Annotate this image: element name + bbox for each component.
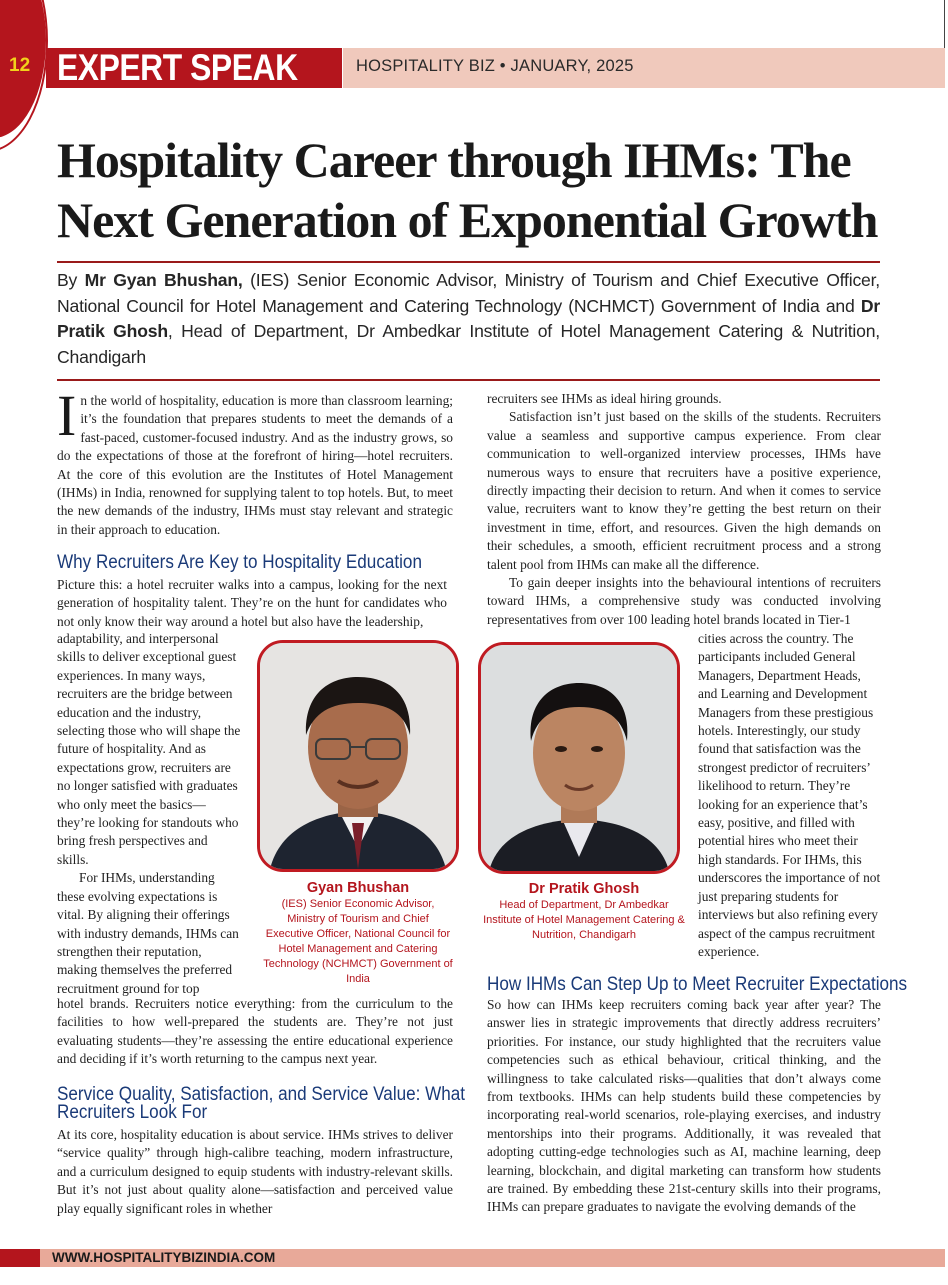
byline-rule <box>57 379 880 381</box>
portrait-gyan-bhushan <box>260 643 456 869</box>
intro-text: n the world of hospitality, education is more than classroom learning; it’s the foundation that prepares students to meet the demands of a fast-paced, customer-focused industry. And as the industry grows, so do the expectations of those at the forefront of hiring—hotel recruiters. At the core of this evolution are the Institutes of Hotel Management (IHMs) in India, renowned for supplying talent to top hotels. But, to meet the new demands of the industry, IHMs must stay relevant and strategic in their approach to education. <box>57 393 453 537</box>
caption-name: Gyan Bhushan <box>306 880 410 896</box>
author2-role: , Head of Department, Dr Ambedkar Institute of Hotel Management Catering & Nutrition, Chandigarh <box>57 321 880 367</box>
author1-name: Mr Gyan Bhushan, <box>84 270 243 290</box>
section2-heading-line2: Recruiters Look For <box>57 1102 208 1123</box>
section1-narrow-column <box>57 630 242 998</box>
article-headline: Hospitality Career through IHMs: The Next Generation of Exponential Growth <box>57 132 878 248</box>
section1-p2-narrow: For IHMs, understanding these evolving expectations is vital. By aligning their offerings with industry demands, IHMs can strengthen their reputation, making themselves the preferred recruitment ground for top <box>57 870 239 996</box>
section-tag: EXPERT SPEAK <box>57 47 298 88</box>
photo-pratik-ghosh <box>478 642 680 874</box>
issue-info: HOSPITALITY BIZ • JANUARY, 2025 <box>356 57 634 75</box>
section1-p1-narrow: adaptability, and interpersonal skills to deliver exceptional guest experiences. In many ways, recruiters are the bridge between education and the industry, selecting those who will shape the future of hospitality. And as expectations grow, recruiters are no longer satisfied with graduates who only meet the basics—they’re looking for standouts who bring fresh perspectives and skills. <box>57 631 241 867</box>
section1-p2-full: hotel brands. Recruiters notice everything: from the curriculum to the facilities to how well-prepared the students are. They’re not just evaluating students—they’re assessing the entire educational experience and deciding if it’s worth returning to the campus next year. <box>57 996 453 1067</box>
section3-heading: How IHMs Can Step Up to Meet Recruiter Expectations <box>487 974 908 995</box>
author1-role: (IES) Senior Economic Advisor, Ministry of Tourism and Chief Executive Officer, National Council for Hotel Management and Catering Technology (NCHMCT) Government of India and <box>57 270 880 316</box>
portrait-pratik-ghosh <box>481 645 677 871</box>
photo-gyan-bhushan <box>257 640 459 872</box>
section2-p1: At its core, hospitality education is about service. IHMs strives to deliver “service quality” through high-calibre teaching, modern infrastructure, and a curriculum designed to equip students with industry-relevant skills. But it’s not just about quality alone—satisfaction and perceived value play equally significant roles in whether <box>57 1127 453 1216</box>
section2-heading-line1: Service Quality, Satisfaction, and Service Value: What <box>57 1084 466 1105</box>
byline-prefix: By <box>57 270 85 290</box>
caption-pratik-ghosh <box>480 880 688 943</box>
section1-p1-full: Picture this: a hotel recruiter walks into a campus, looking for the next generation of hospitality talent. They’re on the hunt for candidates who not only know their way around a hotel but also have the leadership, <box>57 577 447 629</box>
caption-name: Dr Pratik Ghosh <box>528 881 640 897</box>
right-column-top <box>487 390 881 629</box>
article-byline <box>57 268 880 370</box>
footer-website-link[interactable]: WWW.HOSPITALITYBIZINDIA.COM <box>52 1250 276 1265</box>
footer-accent <box>0 1249 40 1267</box>
right-p2-full: To gain deeper insights into the behavioural intentions of recruiters toward IHMs, a comprehensive study was conducted involving representatives from over 100 leading hotel brands located in Tier-1 <box>487 575 881 627</box>
page-top-border <box>46 0 945 48</box>
page-number: 12 <box>9 55 31 76</box>
intro-paragraph <box>57 383 453 539</box>
headline-rule <box>57 261 880 263</box>
caption-role: Head of Department, Dr Ambedkar Institute of Hotel Management Catering & Nutrition, Chandigarh <box>483 899 685 941</box>
right-p2-narrow: cities across the country. The participants included General Managers, Department Heads, and Learning and Development Managers from these prestigious hotels. Interestingly, our study found that satisfaction was the strongest predictor of recruiters’ likelihood to return. They’re looking for an experience that’s easy, positive, and filled with potential hires who meet their high standards. For IHMs, this underscores the importance of not just preparing students for interviews but also refining every aspect of the campus recruitment experience. <box>698 631 881 959</box>
author2-name: Dr Pratik Ghosh <box>57 295 880 342</box>
dropcap: I <box>57 383 77 448</box>
right-p0: recruiters see IHMs as ideal hiring grounds. <box>487 391 722 406</box>
caption-gyan-bhushan <box>262 879 454 987</box>
caption-role: (IES) Senior Economic Advisor, Ministry of Tourism and Chief Executive Officer, National Council for Hotel Management and Catering Technology (NCHMCT) Government of India <box>263 898 453 985</box>
section3-p1: So how can IHMs keep recruiters coming back year after year? The answer lies in strategic improvements that directly address recruiters’ priorities. For instance, our study highlighted that the recruiters value competencies such as ethical behaviour, critical thinking, and the willingness to take calculated risks—qualities that don’t always come from textbooks. IHMs can help students build these competencies by incorporating real-world scenarios, role-playing exercises, and industry mentorships into their programs. Additionally, it was revealed that adopting cutting-edge technologies such as AI, machine learning, deep learning, blockchain, and digital marketing can transform how students are trained. By embedding these 21st-century skills into their programs, IHMs can prepare graduates to navigate the evolving demands of the <box>487 997 881 1215</box>
section1-heading: Why Recruiters Are Key to Hospitality Education <box>57 552 422 573</box>
right-p1: Satisfaction isn’t just based on the skills of the students. Recruiters value a seamless and supportive campus experience. From clear communication to well-organized interview processes, IHMs have numerous ways to ensure that recruiters have a positive experience, directly impacting their decision to return. And when it comes to service value, recruiters want to know they’re getting the best return on their investment in time, effort, and resources. Given the high demands on their schedules, a smooth, efficient recruitment process and a strong talent pool from IHMs can make all the difference. <box>487 409 881 572</box>
